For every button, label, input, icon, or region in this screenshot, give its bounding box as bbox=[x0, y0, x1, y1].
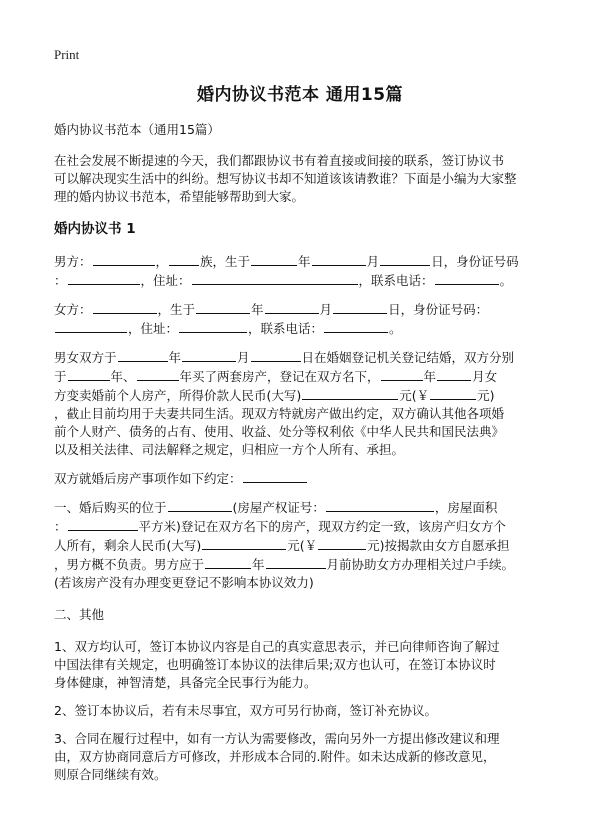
blank-line bbox=[324, 319, 388, 333]
blank-line bbox=[182, 348, 236, 362]
item-one-line: 人所有，剩余人民币(大写) 元(￥ 元)按揭款由女方自愿承担 bbox=[54, 538, 510, 553]
item-one-line: ： 平方米)登记在双方名下的房产，现双方约定一致，该房产归女方个 bbox=[54, 519, 506, 534]
blank-line bbox=[437, 367, 471, 381]
clause-line: 3、合同在履行过程中，如有一方认为需要修改，需向另外一方提出修改建议和理 bbox=[54, 731, 500, 746]
clause-line: 2、签订本协议后，若有未尽事宜，双方可另行协商，签订补充协议。 bbox=[54, 703, 437, 718]
item-one-line: 一、婚后购买的位于 (房屋产权证号： ，房屋面积 bbox=[54, 500, 498, 515]
intro-line: 可以解决现实生活中的纠纷。想写协议书却不知道该该请教谁？下面是小编为大家整 bbox=[54, 171, 517, 186]
blank-line bbox=[202, 536, 286, 550]
document-body bbox=[54, 121, 554, 784]
marriage-paragraph-line: 以及相关法律、司法解释之规定，归相应一方个人所有、承担。 bbox=[54, 442, 405, 457]
blank-line bbox=[93, 252, 155, 266]
blank-line bbox=[169, 252, 199, 266]
blank-line bbox=[179, 319, 247, 333]
blank-line bbox=[137, 367, 179, 381]
blank-line bbox=[68, 517, 138, 531]
blank-line bbox=[55, 319, 127, 333]
intro-line: 理的婚内协议书范本，希望能够帮助到大家。 bbox=[54, 189, 305, 204]
man-line: ： ，住址： ，联系电话： 。 bbox=[54, 273, 513, 288]
clause-line: 中国法律有关规定，也明确签订本协议的法律后果;双方也认可，在签订本协议时 bbox=[54, 657, 496, 672]
item-one-note: (若该房产没有办理变更登记不影响本协议效力) bbox=[54, 575, 314, 590]
section-other-title: 二、其他 bbox=[54, 607, 105, 622]
blank-line bbox=[118, 348, 168, 362]
blank-line bbox=[68, 271, 140, 285]
marriage-paragraph-line: 男女双方于 年 月 日在婚姻登记机关登记结婚，双方分别 bbox=[54, 350, 515, 365]
man-line: 男方： ， 族，生于 年 月 日，身份证号码 bbox=[54, 254, 519, 269]
blank-line bbox=[251, 348, 301, 362]
blank-line bbox=[435, 271, 499, 285]
blank-line bbox=[243, 469, 307, 483]
blank-line bbox=[266, 555, 326, 569]
blank-line bbox=[265, 300, 319, 314]
blank-line bbox=[318, 536, 366, 550]
blank-line bbox=[93, 300, 157, 314]
blank-line bbox=[333, 300, 387, 314]
page-title: 婚内协议书范本 通用15篇 bbox=[196, 85, 404, 105]
marriage-paragraph-line: 方变卖婚前个人房产，所得价款人民币(大写) 元(￥ 元) bbox=[54, 388, 495, 403]
blank-line bbox=[192, 271, 358, 285]
blank-line bbox=[380, 252, 430, 266]
marriage-paragraph-line: 前个人财产、债务的占有、使用、收益、处分等权利依《中华人民共和国民法典》 bbox=[54, 424, 505, 439]
clause-line: 由，双方协商同意后方可修改，并形成本合同的.附件。如未达成新的修改意见， bbox=[54, 749, 496, 764]
marriage-paragraph-line: ，截止目前均用于夫妻共同生活。现双方特就房产做出约定，双方确认其他各项婚 bbox=[54, 406, 505, 421]
section-title: 婚内协议书 1 bbox=[54, 221, 136, 237]
woman-line: ，住址： ，联系电话： 。 bbox=[54, 319, 554, 338]
blank-line bbox=[326, 498, 434, 512]
blank-line bbox=[302, 386, 398, 400]
blank-line bbox=[251, 252, 297, 266]
clause-line: 则原合同继续有效。 bbox=[54, 767, 167, 782]
print-label: Print bbox=[54, 47, 80, 62]
blank-line bbox=[430, 386, 476, 400]
agreement-line: 双方就婚后房产事项作如下约定： bbox=[54, 469, 554, 488]
blank-line bbox=[68, 367, 110, 381]
clause-line: 身体健康，神智清楚，具备完全民事行为能力。 bbox=[54, 675, 317, 690]
blank-line bbox=[196, 300, 250, 314]
item-one-line: ，男方概不负责。男方应于 年 月前协助女方办理相关过户手续。 bbox=[54, 557, 515, 572]
subtitle: 婚内协议书范本（通用15篇） bbox=[54, 122, 220, 137]
blank-line bbox=[312, 252, 366, 266]
clause-line: 1、双方均认可，签订本协议内容是自己的真实意思表示，并已向律师咨询了解过 bbox=[54, 639, 500, 654]
blank-line bbox=[168, 498, 232, 512]
intro-line: 在社会发展不断提速的今天，我们都跟协议书有着直接或间接的联系，签订协议书 bbox=[54, 153, 505, 168]
blank-line bbox=[381, 367, 423, 381]
blank-line bbox=[205, 555, 251, 569]
marriage-paragraph-line: 于 年、 年买了两套房产，登记在双方名下， 年 月女 bbox=[54, 369, 498, 384]
woman-line: 女方： ，生于 年 月 日，身份证号码： bbox=[54, 302, 489, 317]
